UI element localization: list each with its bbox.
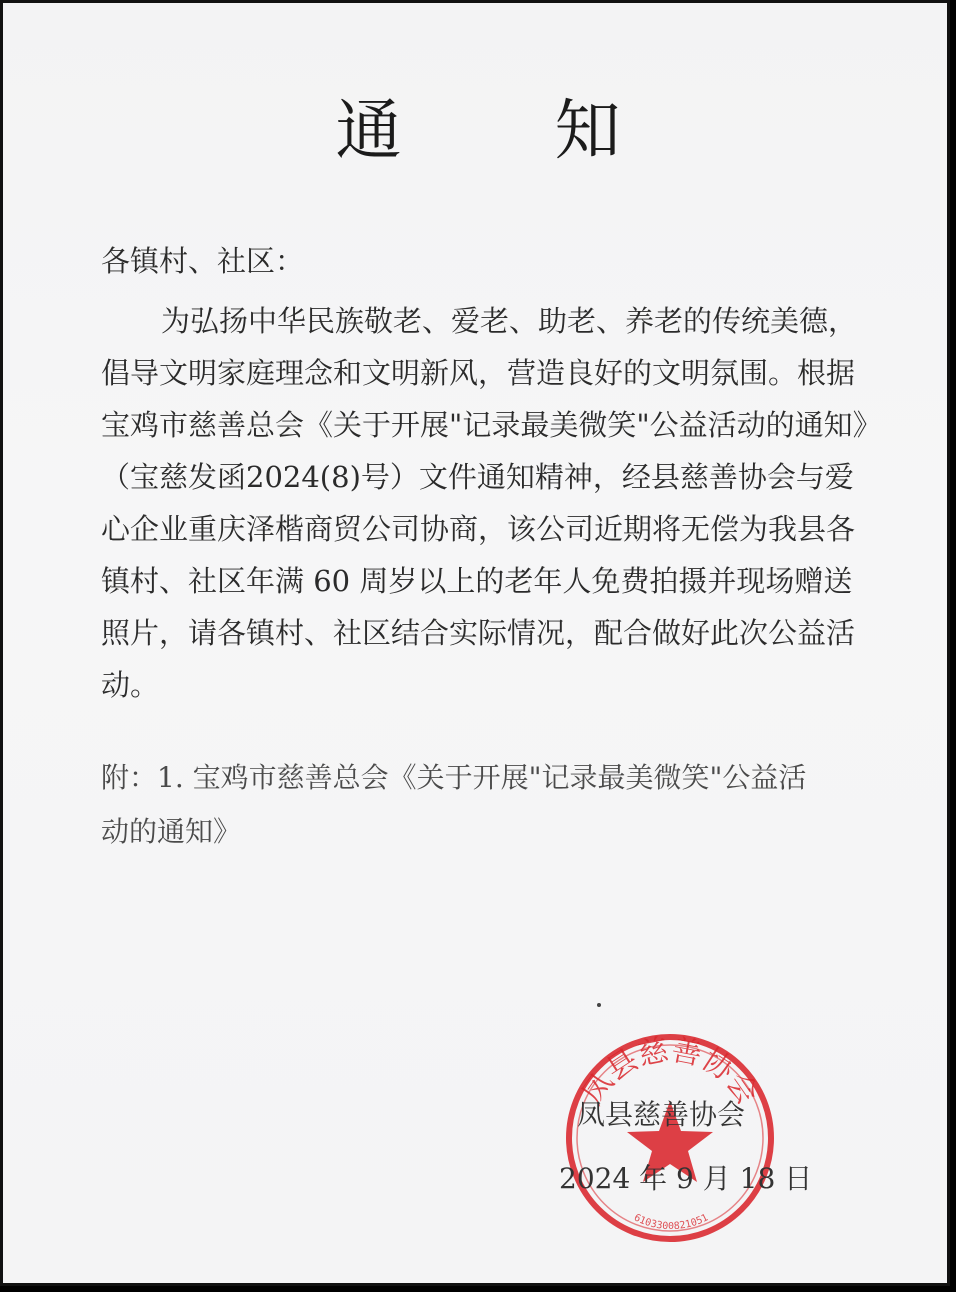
paragraph-line: 宝鸡市慈善总会《关于开展"记录最美微笑"公益活动的通知》: [101, 408, 882, 442]
seal-arc-text: 凤县慈善协会: [575, 1032, 765, 1111]
issue-date: 2024 年 9 月 18 日: [559, 1162, 813, 1195]
salutation: 各镇村、社区：: [101, 244, 305, 278]
official-seal-stamp: [563, 1031, 777, 1245]
speck-mark: [597, 1003, 601, 1007]
attachment-line: 动的通知》: [101, 815, 242, 848]
body-paragraph: [101, 295, 882, 711]
paragraph-line: 动。: [101, 668, 160, 702]
paragraph-line: （宝慈发函2024(8)号）文件通知精神，经县慈善协会与爱: [101, 460, 854, 494]
seal-number: 6103300821051: [632, 1212, 710, 1233]
paragraph-line: 倡导文明家庭理念和文明新风，营造良好的文明氛围。根据: [101, 356, 856, 390]
svg-text:6103300821051: [632, 1212, 710, 1232]
paragraph-line: 镇村、社区年满 60 周岁以上的老年人免费拍摄并现场赠送: [101, 564, 853, 598]
attachment-note: [101, 751, 861, 859]
paragraph-line: 为弘扬中华民族敬老、爱老、助老、养老的传统美德，: [161, 304, 858, 338]
paragraph-line: 照片，请各镇村、社区结合实际情况，配合做好此次公益活: [101, 616, 856, 650]
document-title: 通 知: [335, 92, 687, 169]
signer-name: 凤县慈善协会: [577, 1098, 746, 1131]
paragraph-line: 心企业重庆泽楷商贸公司协商，该公司近期将无偿为我县各: [101, 512, 856, 546]
attachment-line: 附：1. 宝鸡市慈善总会《关于开展"记录最美微笑"公益活: [101, 761, 807, 794]
